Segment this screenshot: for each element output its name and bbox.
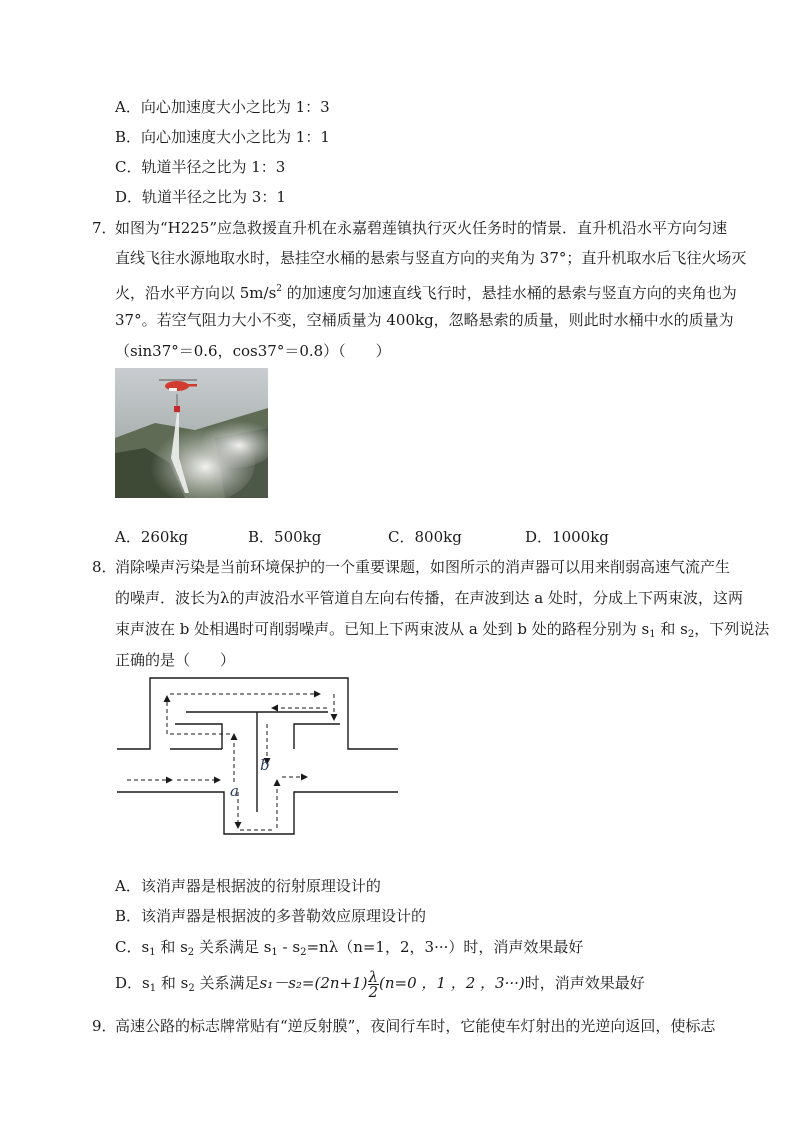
q9-text-line1: 高速公路的标志牌常贴有“逆反射膜”，夜间行车时，它能使车灯射出的光逆向返回，使标志 bbox=[115, 1017, 716, 1035]
q7-number: 7． bbox=[92, 219, 117, 237]
q8-text-line2: 的噪声．波长为λ的声波沿水平管道自左向右传播，在声波到达 a 处时，分成上下两束波，这两 bbox=[115, 589, 743, 607]
q7-option-d: D．1000kg bbox=[525, 528, 609, 546]
q6-option-b: B．向心加速度大小之比为 1：1 bbox=[115, 128, 330, 146]
q8-option-d: D．$s_1$ 和 $s_2$ 关系满足s₁－s₂=(2n+1) $\frac{\lambda}{2}$ (n=0 ，1 ，2 ，3···)时，消声效果最好 bbox=[115, 967, 645, 1001]
q7-text-line2: 直线飞往水源地取水时，悬挂空水桶的悬索与竖直方向的夹角为 37°；直升机取水后飞往火场灭 bbox=[115, 249, 747, 267]
q8-text-line3: 束声波在 b 处相遇时可削弱噪声。已知上下两束波从 a 处到 b 处的路程分别为 $s_1$ 和 $s_2$，下列说法 bbox=[115, 620, 770, 640]
q7-text-line4: 37°。若空气阻力大小不变，空桶质量为 400kg，忽略悬索的质量，则此时水桶中水的质量为 bbox=[115, 311, 734, 329]
q8-text-line4: 正确的是（ ） bbox=[115, 651, 236, 669]
q9-number: 9． bbox=[92, 1017, 117, 1035]
q8-option-c: C．$s_1$ 和 $s_2$ 关系满足 $s_1 - s_2=n\lambda(n=1$，2，3···）时，消声效果最好 bbox=[115, 938, 584, 958]
q8-number: 8． bbox=[92, 558, 117, 576]
q6-option-c: C．轨道半径之比为 1：3 bbox=[115, 158, 286, 176]
q6-option-d: D．轨道半径之比为 3：1 bbox=[115, 188, 286, 206]
lambda-over-two-fraction: $\frac{\lambda}{2}$ bbox=[368, 967, 379, 1001]
muffler-diagram bbox=[112, 672, 402, 842]
q8-option-b: B．该消声器是根据波的多普勒效应原理设计的 bbox=[115, 907, 427, 925]
q7-text-line1: 如图为“H225”应急救援直升机在永嘉碧莲镇执行灭火任务时的情景．直升机沿水平方向匀速 bbox=[115, 219, 728, 237]
point-b-label: b bbox=[260, 756, 270, 774]
q7-option-b: B．500kg bbox=[248, 528, 322, 546]
q8-option-a: A．该消声器是根据波的衍射原理设计的 bbox=[115, 877, 381, 895]
point-a-label: a bbox=[230, 782, 239, 800]
q7-text-line3: 火，沿水平方向以 $5m/s^2$ 的加速度匀加速直线飞行时，悬挂水桶的悬索与竖直方向的夹角也为 bbox=[115, 284, 737, 302]
q8-option-d-formula: s₁－s₂=(2n+1) bbox=[259, 974, 368, 992]
q7-option-a: A．260kg bbox=[115, 528, 189, 546]
q8-text-line1: 消除噪声污染是当前环境保护的一个重要课题，如图所示的消声器可以用来削弱高速气流产生 bbox=[115, 558, 731, 576]
q6-option-a: A．向心加速度大小之比为 1：3 bbox=[115, 98, 330, 116]
helicopter-firefighting-photo bbox=[115, 368, 268, 498]
q7-option-c: C．800kg bbox=[388, 528, 462, 546]
q7-text-line5: （sin37°＝0.6，cos37°＝0.8）（ ） bbox=[115, 342, 391, 360]
